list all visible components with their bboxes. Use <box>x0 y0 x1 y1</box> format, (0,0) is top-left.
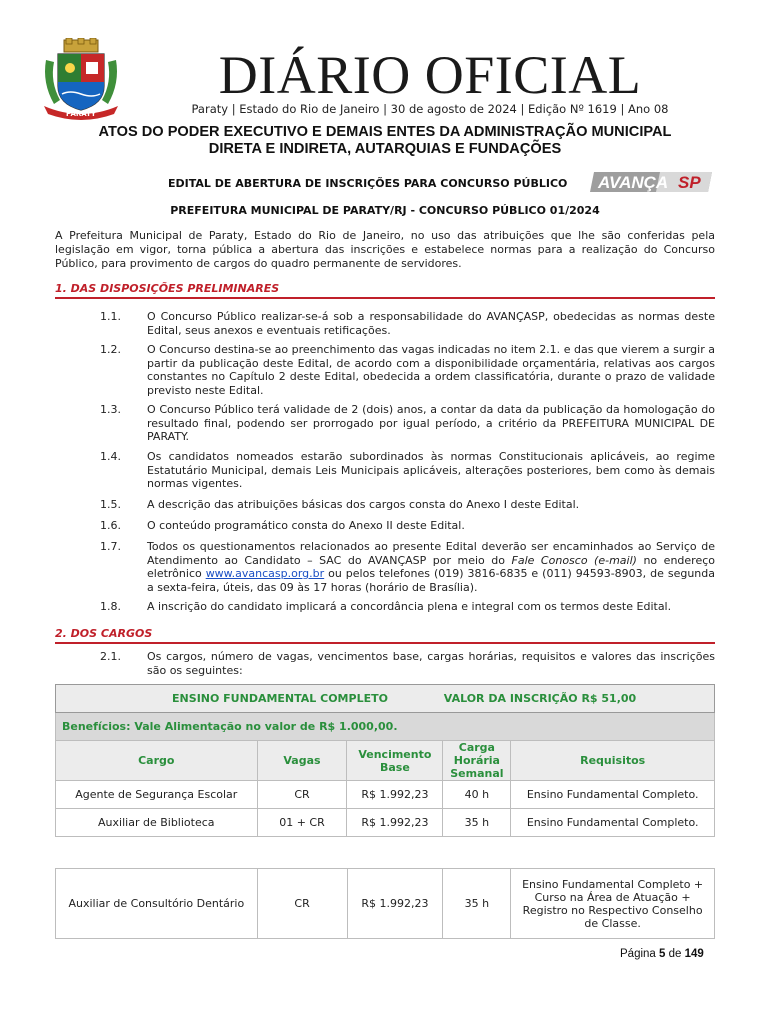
item-text: A inscrição do candidato implicará a concordância plena e integral com os termos deste Edital. <box>147 600 672 613</box>
cell-carga: 35 h <box>443 809 511 837</box>
list-item <box>55 540 715 594</box>
paraty-crest-icon <box>40 38 122 120</box>
item-number: 1.8. <box>100 600 121 613</box>
item-text <box>147 540 715 594</box>
cell-vagas: CR <box>257 781 347 809</box>
masthead <box>150 46 710 116</box>
education-level: ENSINO FUNDAMENTAL COMPLETO <box>172 692 388 705</box>
cell-vencimento: R$ 1.992,23 <box>347 809 443 837</box>
list-item <box>55 310 715 337</box>
gazette-title: DIÁRIO OFICIAL <box>218 45 642 105</box>
page-current: 5 <box>659 948 666 960</box>
item-number: 1.3. <box>100 403 121 416</box>
section-heading <box>0 124 770 158</box>
item-text-part: ou pelos telefones (019) 3816-6835 e (011) 94593-8903, de segunda a sexta-feira, úteis, das 09 às 17 horas (horário de Brasília). <box>147 567 715 594</box>
cell-carga: 35 h <box>443 869 511 939</box>
cell-vencimento: R$ 1.992,23 <box>347 869 443 939</box>
cell-requisitos: Ensino Fundamental Completo. <box>511 809 715 837</box>
page-number <box>620 948 704 960</box>
item-text: A descrição das atribuições básicas dos cargos consta do Anexo I deste Edital. <box>147 498 580 511</box>
item-text: O conteúdo programático consta do Anexo II deste Edital. <box>147 519 465 532</box>
section2-heading: 2. DOS CARGOS <box>55 627 715 644</box>
benefits-cell: Benefícios: Vale Alimentação no valor de R$ 1.000,00. <box>56 713 715 741</box>
header-vagas: Vagas <box>257 741 347 781</box>
fale-conosco-text: Fale Conosco (e-mail) <box>511 553 637 567</box>
item-number: 1.4. <box>100 450 121 463</box>
item-number: 1.2. <box>100 343 121 356</box>
cell-vencimento: R$ 1.992,23 <box>347 781 443 809</box>
page-prefix: Página <box>620 948 656 960</box>
crest-banner-text: PARATY <box>65 110 97 118</box>
cell-requisitos: Ensino Fundamental Completo. <box>511 781 715 809</box>
cell-cargo: Auxiliar de Biblioteca <box>56 809 258 837</box>
table-row <box>56 713 715 741</box>
page-total: 149 <box>684 948 704 960</box>
cell-vagas: CR <box>257 869 347 939</box>
cell-cargo: Agente de Segurança Escolar <box>56 781 258 809</box>
header-carga-horaria: Carga Horária Semanal <box>443 741 511 781</box>
list-item <box>55 343 715 397</box>
item-text-part: Todos os questionamentos relacionados ao presente Edital deverão ser encaminhados ao Serviço de Atendimento ao Candidato – SAC do AVANÇASP por meio do <box>147 540 715 567</box>
cell-requisitos: Ensino Fundamental Completo + Curso na Área de Atuação + Registro no Respectivo Conselho de Classe. <box>511 869 715 939</box>
prefeitura-title: PREFEITURA MUNICIPAL DE PARATY/RJ - CONCURSO PÚBLICO 01/2024 <box>170 204 600 217</box>
table-row <box>56 781 715 809</box>
list-item <box>55 600 715 614</box>
list-item <box>55 519 715 533</box>
item-number: 1.5. <box>100 498 121 511</box>
table-row <box>56 869 715 939</box>
logo-text-sp: SP <box>678 173 701 192</box>
header-vencimento: Vencimento Base <box>347 741 443 781</box>
intro-paragraph: A Prefeitura Municipal de Paraty, Estado do Rio de Janeiro, no uso das atribuições que lhe são conferidas pela legislação em vigor, torna pública a abertura das inscrições e estabelece normas para a realização do Concurso Público, para provimento de cargos do quadro permanente de servidores. <box>55 229 715 270</box>
list-item <box>55 498 715 512</box>
level-fee-cell <box>56 685 715 713</box>
list-item <box>55 403 715 444</box>
cargos-table-continued <box>55 868 715 939</box>
list-item <box>55 650 715 677</box>
avancasp-website-link[interactable]: www.avancasp.org.br <box>205 567 325 580</box>
item-text: O Concurso destina-se ao preenchimento das vagas indicadas no item 2.1. e das que vierem a surgir a partir da publicação deste Edital, de acordo com a disponibilidade orçamentária, relativas aos cargos constantes no Capítulo 2 deste Edital, obedecida a ordem classificatória, durante o prazo de validade previsto neste Edital. <box>147 343 715 397</box>
section-heading-line2: DIRETA E INDIRETA, AUTARQUIAS E FUNDAÇÕES <box>208 141 562 157</box>
avancasp-logo <box>590 168 716 194</box>
list-item <box>55 450 715 491</box>
registration-fee: VALOR DA INSCRIÇÃO R$ 51,00 <box>443 692 637 705</box>
section1-heading: 1. DAS DISPOSIÇÕES PRELIMINARES <box>55 282 715 299</box>
item-text-part: no endereço eletrônico <box>147 553 715 580</box>
gazette-subtitle: Paraty | Estado do Rio de Janeiro | 30 de agosto de 2024 | Edição Nº 1619 | Ano 08 <box>191 102 669 116</box>
section-heading-line1: ATOS DO PODER EXECUTIVO E DEMAIS ENTES DA ADMINISTRAÇÃO MUNICIPAL <box>98 124 672 140</box>
cargos-table <box>55 684 715 837</box>
page-of: de <box>668 948 682 960</box>
item-text: Os cargos, número de vagas, vencimentos base, cargas horárias, requisitos e valores das inscrições são os seguintes: <box>147 650 715 677</box>
item-number: 1.1. <box>100 310 121 323</box>
logo-text-avanca: AVANÇA <box>598 173 669 192</box>
item-text: Os candidatos nomeados estarão subordinados às normas Constitucionais aplicáveis, ao regime Estatutário Municipal, demais Leis Municipais aplicáveis, alterações posteriores, bem como às demais normas vigentes. <box>147 450 715 490</box>
item-number: 1.7. <box>100 540 121 553</box>
table-header-row <box>56 741 715 781</box>
item-text: O Concurso Público terá validade de 2 (dois) anos, a contar da data da publicação da homologação do resultado final, podendo ser prorrogado por igual período, a critério da PREFEITURA MUNICIPAL DE PARATY. <box>147 403 715 443</box>
table-row <box>56 685 715 713</box>
header-cargo: Cargo <box>56 741 258 781</box>
item-number: 2.1. <box>100 650 121 663</box>
table-row <box>56 809 715 837</box>
header-requisitos: Requisitos <box>511 741 715 781</box>
cell-cargo: Auxiliar de Consultório Dentário <box>56 869 258 939</box>
item-number: 1.6. <box>100 519 121 532</box>
cell-vagas: 01 + CR <box>257 809 347 837</box>
cell-carga: 40 h <box>443 781 511 809</box>
edital-title: EDITAL DE ABERTURA DE INSCRIÇÕES PARA CONCURSO PÚBLICO <box>168 177 568 190</box>
item-text: O Concurso Público realizar-se-á sob a responsabilidade do AVANÇASP, obedecidas as normas deste Edital, seus anexos e eventuais retificações. <box>147 310 715 337</box>
